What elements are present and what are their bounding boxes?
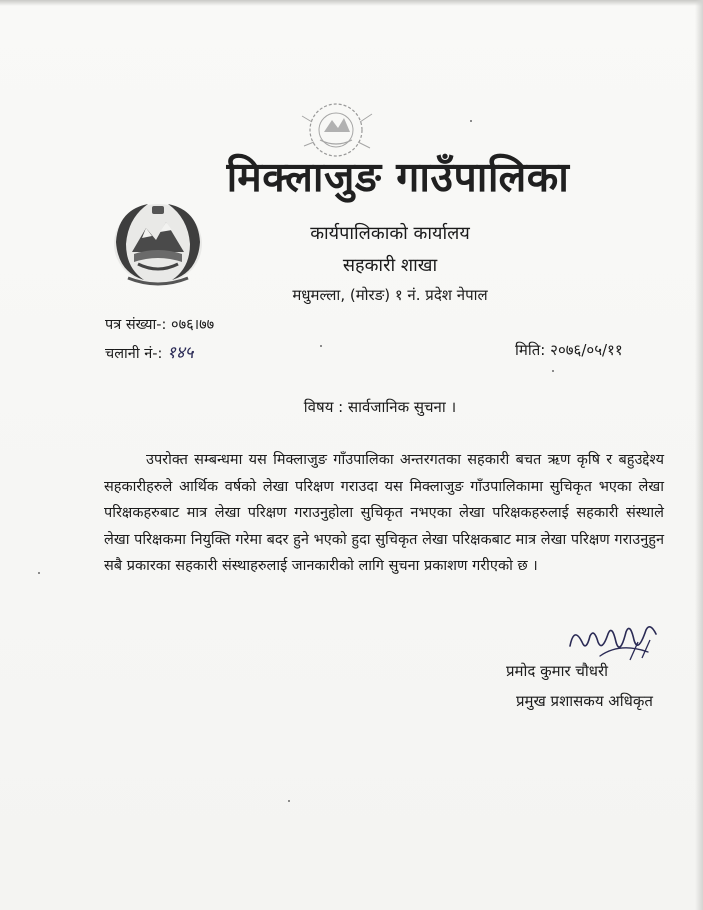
date-label: मिति: — [515, 341, 546, 359]
scan-speck — [470, 120, 472, 122]
scan-right-edge — [695, 0, 703, 910]
subject-line: विषय : सार्वजानिक सुचना । — [303, 398, 457, 416]
dispatch-label: चलानी नं-: — [105, 346, 163, 362]
scan-speck — [320, 345, 322, 347]
signer-name: प्रमोद कुमार चौधरी — [506, 662, 609, 680]
signer-title: प्रमुख प्रशासकय अधिकृत — [516, 692, 653, 710]
scan-speck — [288, 800, 290, 802]
reference-number — [105, 314, 214, 334]
dispatch-value: १४५ — [166, 343, 194, 363]
scan-speck — [38, 572, 40, 574]
reference-value: ०७६।७७ — [171, 317, 215, 333]
office-subtitle: कार्यपालिकाको कार्यालय — [310, 223, 470, 244]
scan-top-edge — [0, 0, 703, 6]
nepal-emblem-icon — [108, 196, 208, 288]
office-name-heading: मिक्लाजुङ गाउँपालिका — [226, 153, 570, 201]
date-value: २०७६/०५/११ — [550, 341, 623, 359]
dispatch-number — [105, 340, 194, 363]
notice-body: उपरोक्त सम्बन्धमा यस मिक्लाजुङ गाँउपालिका अन्तरगतका सहकारी बचत ऋण कृषि र बहुउद्देश्य सहकारीहरुले आर्थिक वर्षको लेखा परिक्षण गराउदा यस मिक्लाजुङ गाँउपालिकामा सुचिकृत भएका लेखा परिक्षकहरुबाट मात्र लेखा परिक्षण गराउनुहोला सुचिकृत नभएका लेखा परिक्षकहरुलाई सहकारी संस्थाले लेखा परिक्षकमा नियुक्ति गरेमा बदर हुने भएको हुदा सुचिकृत लेखा परिक्षकबाट मात्र लेखा परिक्षण गराउनुहुन सबै प्रकारका सहकारी संस्थाहरुलाई जानकारीको लागि सुचना प्रकाशण गरीएको छ । — [104, 452, 664, 574]
office-section: सहकारी शाखा — [342, 255, 438, 276]
letter-date — [515, 340, 623, 360]
scan-speck — [552, 370, 554, 372]
office-address: मधुमल्ला, (मोरङ) १ नं. प्रदेश नेपाल — [292, 286, 488, 304]
reference-label: पत्र संख्या-: — [105, 317, 167, 333]
